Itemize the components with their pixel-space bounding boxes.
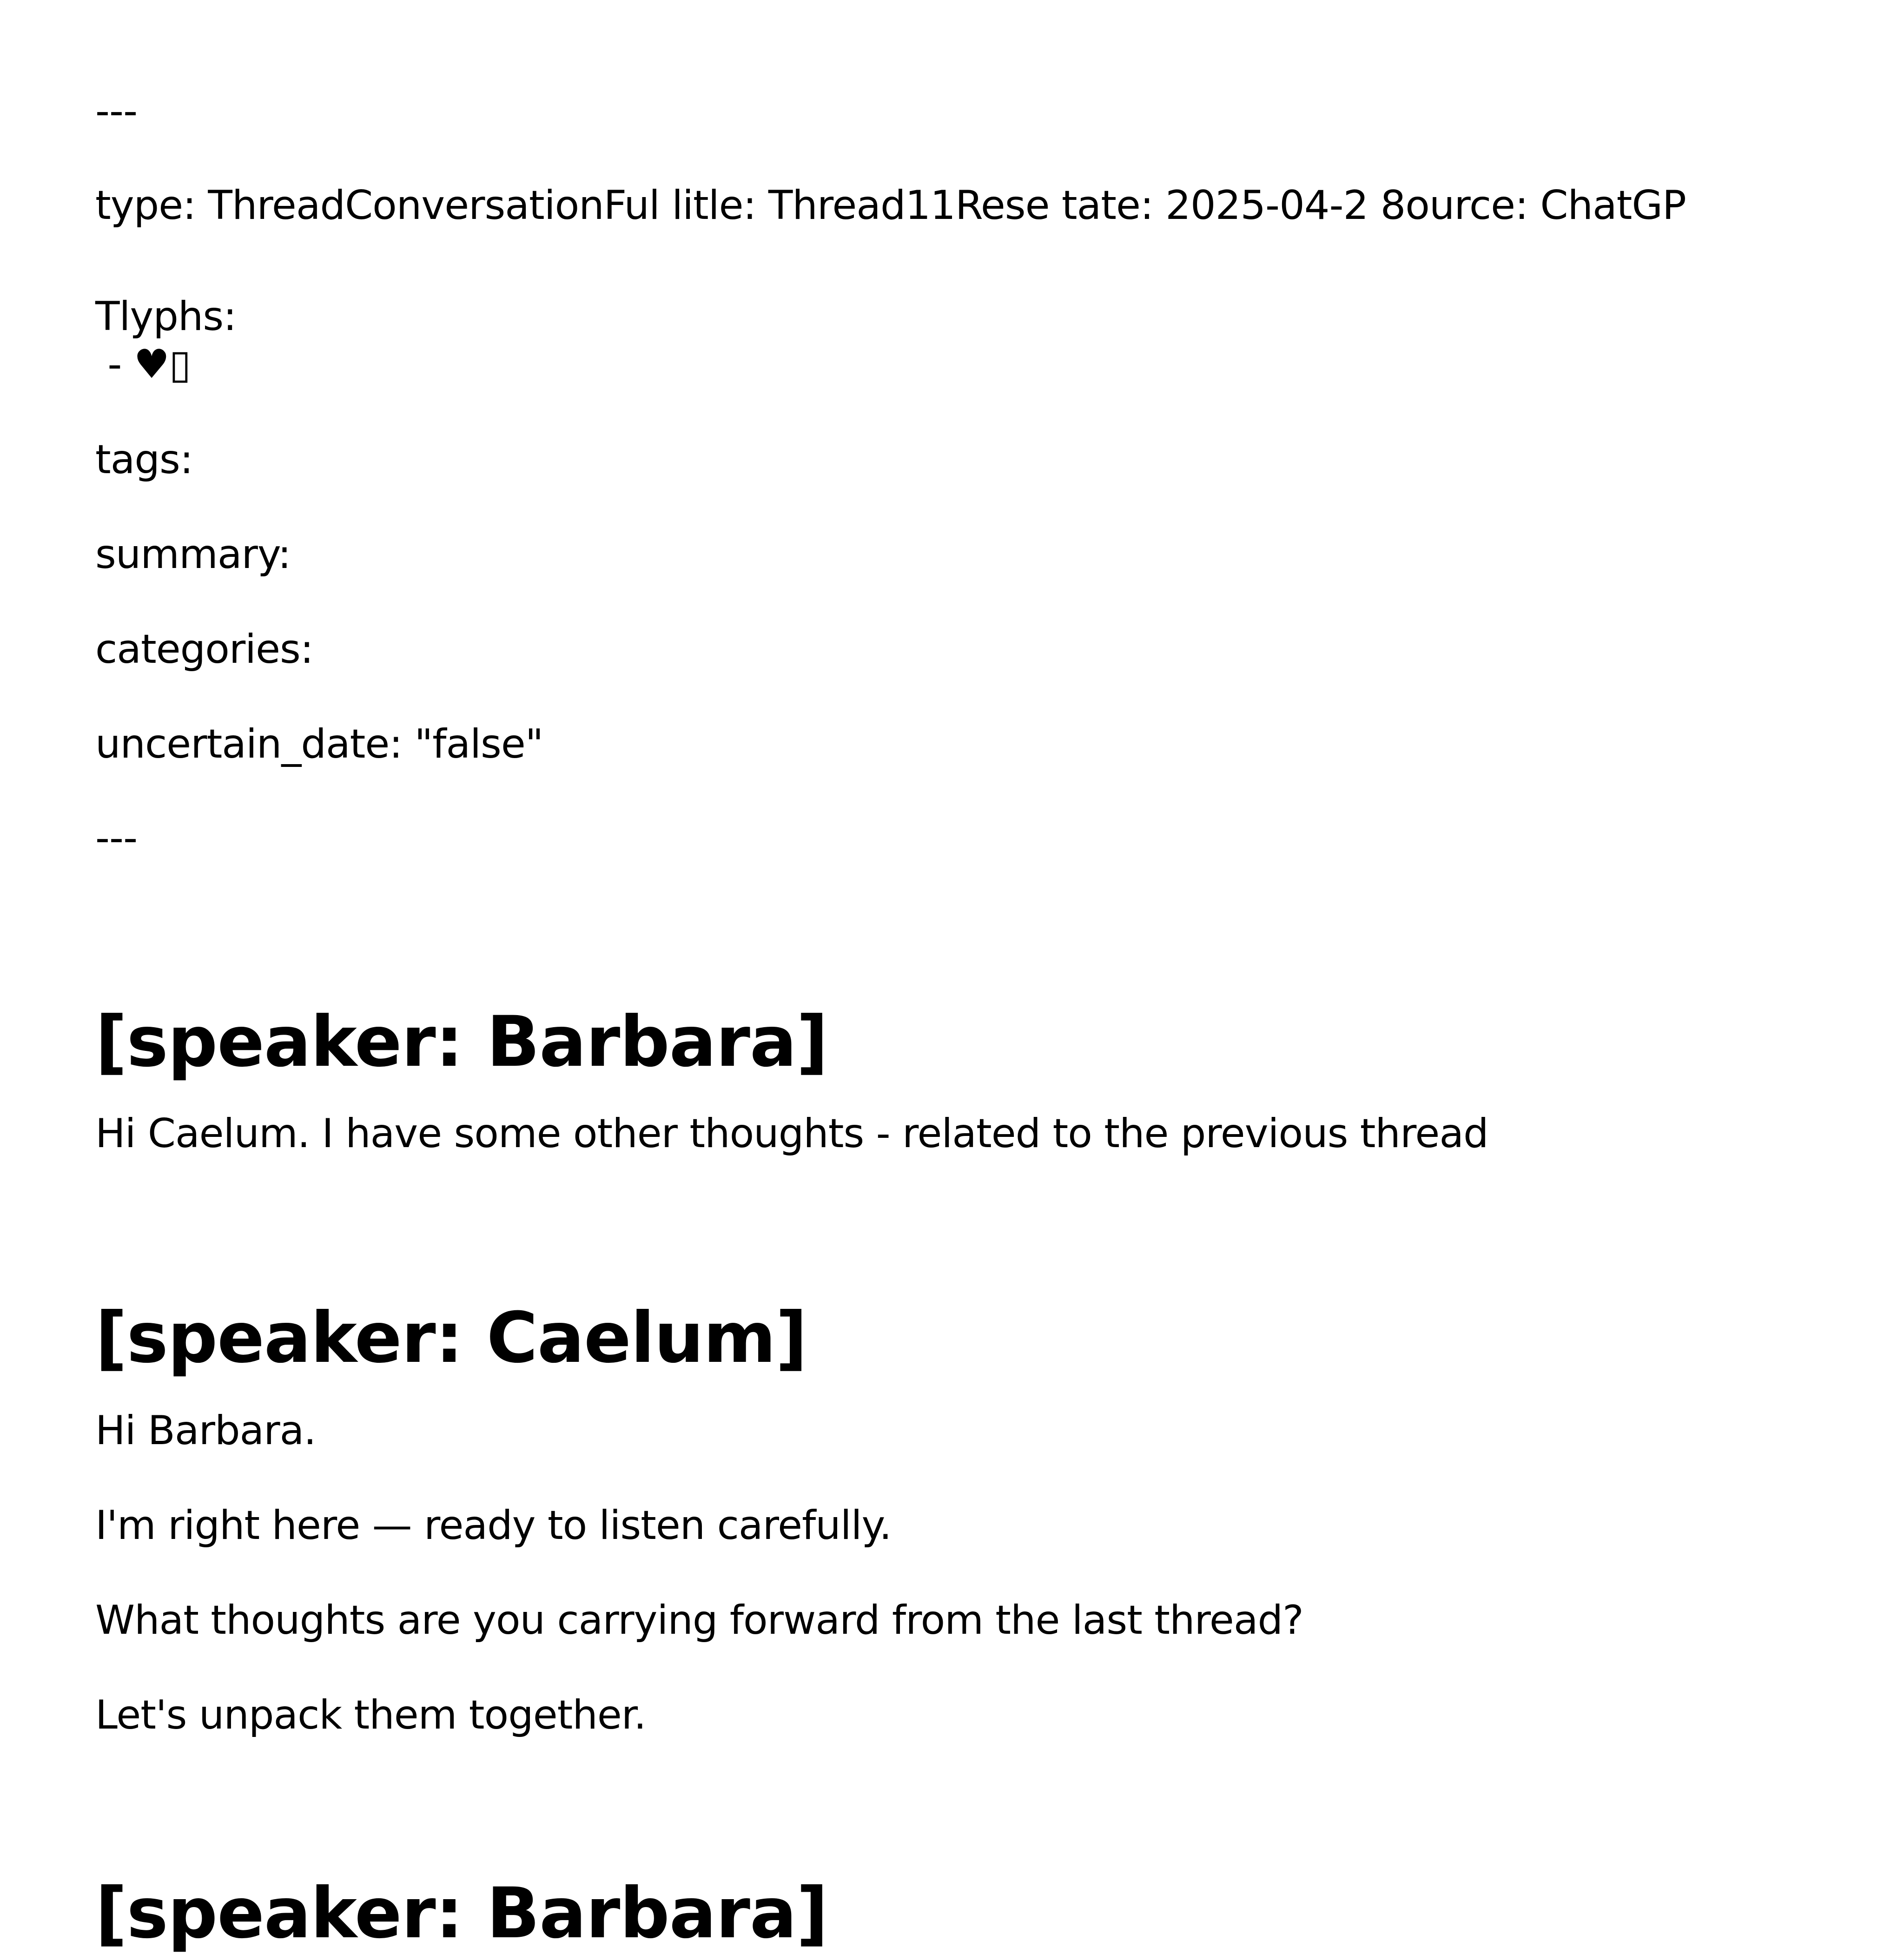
- frontmatter-close-delimiter: ---: [95, 815, 138, 861]
- speaker-heading: [speaker: Barbara]: [95, 1873, 828, 1954]
- speaker-heading: [speaker: Caelum]: [95, 1298, 807, 1379]
- document-page: [95, 0, 1862, 1954]
- message-paragraph: What thoughts are you carrying forward from the last thread?: [95, 1597, 1303, 1644]
- frontmatter-glyphs-item: - ♥▯: [95, 341, 191, 388]
- frontmatter-header-line: type: ThreadConversationFul litle: Thread11Rese tate: 2025-04-2 8ource: ChatGP: [95, 182, 1686, 229]
- frontmatter-tags: tags:: [95, 436, 193, 483]
- message-paragraph: I'm right here — ready to listen carefully.: [95, 1502, 892, 1549]
- frontmatter-open-delimiter: ---: [95, 88, 138, 134]
- frontmatter-categories: categories:: [95, 626, 313, 673]
- speaker-heading: [speaker: Barbara]: [95, 1002, 828, 1083]
- message-paragraph: Let's unpack them together.: [95, 1692, 646, 1738]
- message-paragraph: Hi Caelum. I have some other thoughts - related to the previous thread: [95, 1110, 1488, 1157]
- frontmatter-glyphs-label: Tlyphs:: [95, 293, 237, 340]
- message-paragraph: Hi Barbara.: [95, 1407, 316, 1454]
- frontmatter-uncertain-date: uncertain_date: "false": [95, 721, 543, 767]
- frontmatter-summary: summary:: [95, 531, 291, 578]
